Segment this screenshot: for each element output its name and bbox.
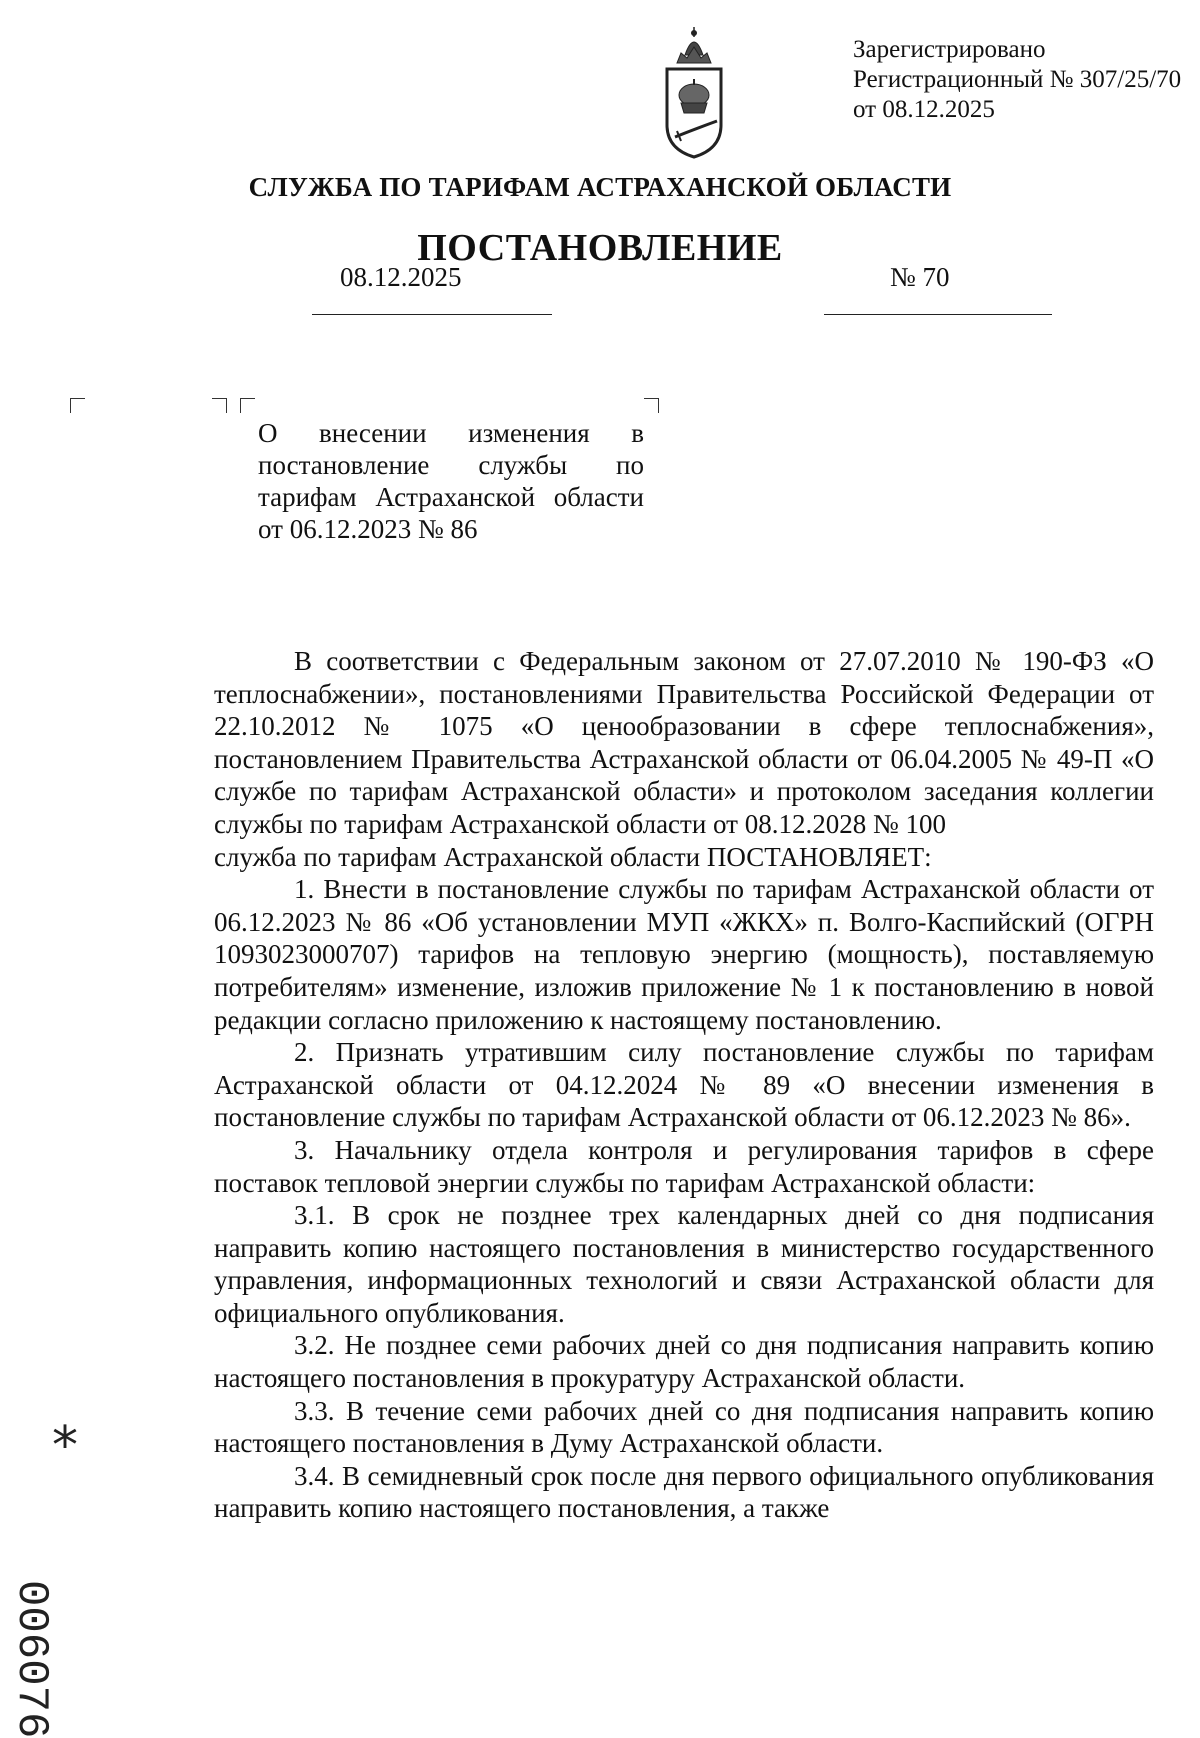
registration-date: от 08.12.2025 [853,96,995,123]
item-3-1-paragraph: 3.1. В срок не позднее трех календарных дней со дня подписания направить копию настоящего постановления в министерство государственного управления, информационных технологий и связи Астраханской области для официального опубликования. [214,1200,1154,1328]
document-date: 08.12.2025 [340,262,462,292]
document-body [214,645,1154,1525]
item-1-paragraph: 1. Внести в постановление службы по тарифам Астраханской области от 06.12.2023 № 86 «Об установлении МУП «ЖКХ» п. Волго-Каспийский (ОГРН 1093023000707) тарифов на тепловую энергию (мощность), поставляемую потребителям» изменение, изложив приложение № 1 к постановлению в новой редакции согласно приложению к настоящему постановлению. [214,874,1154,1035]
registration-number: Регистрационный № 307/25/70 [853,66,1182,93]
document-number: № 70 [890,262,950,292]
item-3-3-paragraph: 3.3. В течение семи рабочих дней со дня подписания направить копию настоящего постановления в Думу Астраханской области. [214,1395,1154,1459]
corner-mark-mid-left [212,398,227,413]
date-underline [312,314,552,315]
corner-mark-left [70,398,85,413]
item-3-4-paragraph: 3.4. В семидневный срок после дня первого официального опубликования направить копию настоящего постановления, а также [214,1460,1154,1524]
item-3-paragraph: 3. Начальнику отдела контроля и регулирования тарифов в сфере поставок тепловой энергии службы по тарифам Астраханской области: [214,1134,1154,1198]
preamble-paragraph: В соответствии с Федеральным законом от 27.07.2010 № 190-ФЗ «О теплоснабжении», постановлениями Правительства Российской Федерации от 22.10.2012 № 1075 «О ценообразовании в сфере теплоснабжения», постановлением Правительства Астраханской области от 06.04.2005 № 49-П «О службе по тарифам Астраханской области» и протоколом заседания коллегии службы по тарифам Астраханской области от 08.12.2028 № 100 [214,646,1154,839]
corner-mark-mid-right [240,398,255,413]
registration-stamp [853,35,1181,125]
item-2-paragraph: 2. Признать утратившим силу постановление службы по тарифам Астраханской области от 04.12.2024 № 89 «О внесении изменения в постановление службы по тарифам Астраханской области от 06.12.2023 № 86». [214,1037,1154,1133]
document-type-title: ПОСТАНОВЛЕНИЕ [417,227,783,269]
item-3-2-paragraph: 3.2. Не позднее семи рабочих дней со дня подписания направить копию настоящего постановления в прокуратуру Астраханской области. [214,1330,1154,1394]
coat-of-arms-emblem [655,25,733,160]
side-star-mark: * [52,1416,78,1476]
corner-mark-right [644,398,659,413]
resolution-clause: служба по тарифам Астраханской области ПОСТАНОВЛЯЕТ: [214,841,932,872]
side-serial-code: 006076 [6,1580,56,1738]
agency-title: СЛУЖБА ПО ТАРИФАМ АСТРАХАНСКОЙ ОБЛАСТИ [248,172,952,202]
registration-label: Зарегистрировано [853,36,1046,63]
number-underline [824,314,1052,315]
astrakhan-coat-of-arms-icon [655,25,733,160]
document-subject: О внесении изменения в постановление службы по тарифам Астраханской области от 06.12.2023 № 86 [258,418,644,544]
